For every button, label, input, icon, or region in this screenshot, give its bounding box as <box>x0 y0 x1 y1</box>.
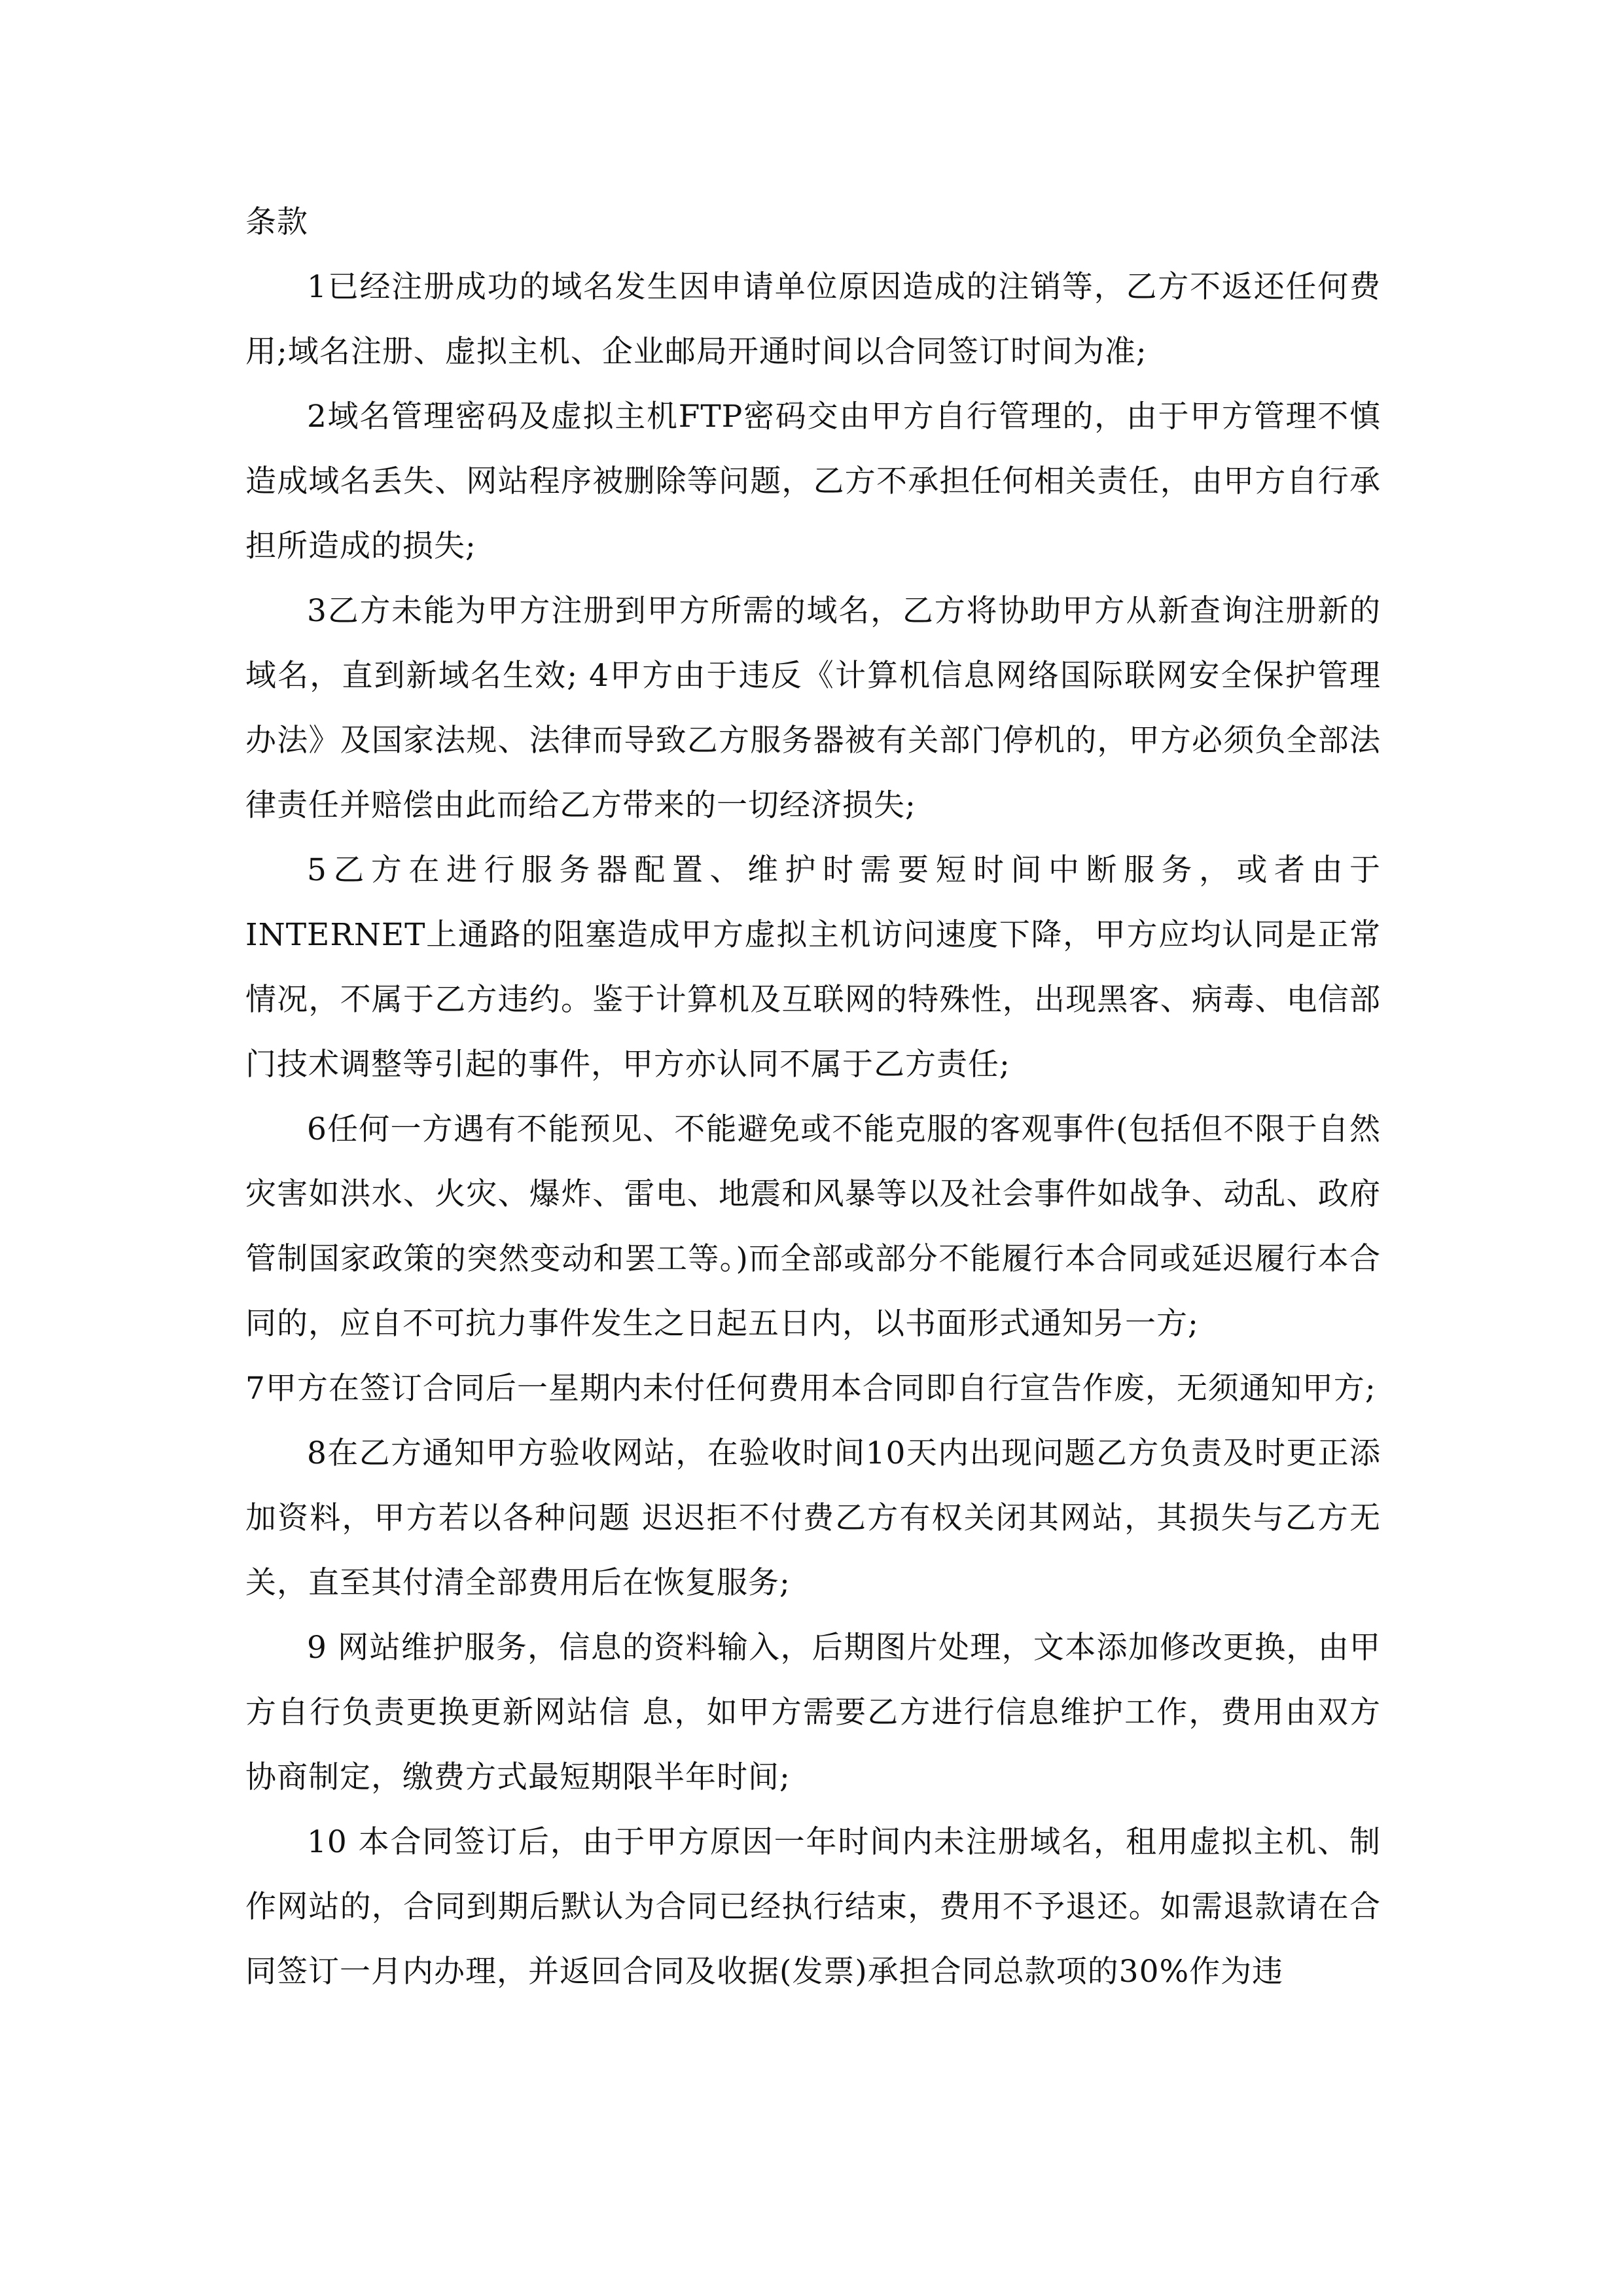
clause-1: 1已经注册成功的域名发生因申请单位原因造成的注销等，乙方不返还任何费用;域名注册、虚拟主机、企业邮局开通时间以合同签订时间为准; <box>245 269 1381 370</box>
clause-8: 8在乙方通知甲方验收网站，在验收时间10天内出现问题乙方负责及时更正添加资料，甲方若以各种问题 迟迟拒不付费乙方有权关闭其网站，其损失与乙方无关，直至其付清全部费用后在恢复服务; <box>245 1435 1381 1601</box>
clause-3-4: 3乙方未能为甲方注册到甲方所需的域名，乙方将协助甲方从新查询注册新的域名，直到新域名生效; 4甲方由于违反《计算机信息网络国际联网安全保护管理办法》及国家法规、法律而导致乙方服务器被有关部门停机的，甲方必须负全部法律责任并赔偿由此而给乙方带来的一切经济损失; <box>245 593 1381 823</box>
clause-9: 9 网站维护服务，信息的资料输入，后期图片处理，文本添加修改更换，由甲方自行负责更换更新网站信 息，如甲方需要乙方进行信息维护工作，费用由双方协商制定，缴费方式最短期限半年时间; <box>245 1630 1381 1795</box>
clause-7: 7甲方在签订合同后一星期内未付任何费用本合同即自行宣告作废，无须通知甲方; <box>245 1371 1376 1407</box>
document-heading: 条款 <box>245 204 308 240</box>
document-body <box>245 190 1381 2004</box>
clause-6: 6任何一方遇有不能预见、不能避免或不能克服的客观事件(包括但不限于自然灾害如洪水、火灾、爆炸、雷电、地震和风暴等以及社会事件如战争、动乱、政府管制国家政策的突然变动和罢工等。)而全部或部分不能履行本合同或延迟履行本合同的，应自不可抗力事件发生之日起五日内，以书面形式通知另一方; <box>245 1111 1381 1342</box>
clause-5: 5乙方在进行服务器配置、维护时需要短时间中断服务，或者由于INTERNET上通路的阻塞造成甲方虚拟主机访问速度下降，甲方应均认同是正常情况，不属于乙方违约。鉴于计算机及互联网的特殊性，出现黑客、病毒、电信部门技术调整等引起的事件，甲方亦认同不属于乙方责任; <box>245 852 1381 1083</box>
clause-2: 2域名管理密码及虚拟主机FTP密码交由甲方自行管理的，由于甲方管理不慎造成域名丢失、网站程序被删除等问题，乙方不承担任何相关责任，由甲方自行承担所造成的损失; <box>245 399 1381 564</box>
clause-10: 10 本合同签订后，由于甲方原因一年时间内未注册域名，租用虚拟主机、制作网站的，合同到期后默认为合同已经执行结束，费用不予退还。如需退款请在合同签订一月内办理，并返回合同及收据(发票)承担合同总款项的30%作为违 <box>245 1824 1381 1990</box>
